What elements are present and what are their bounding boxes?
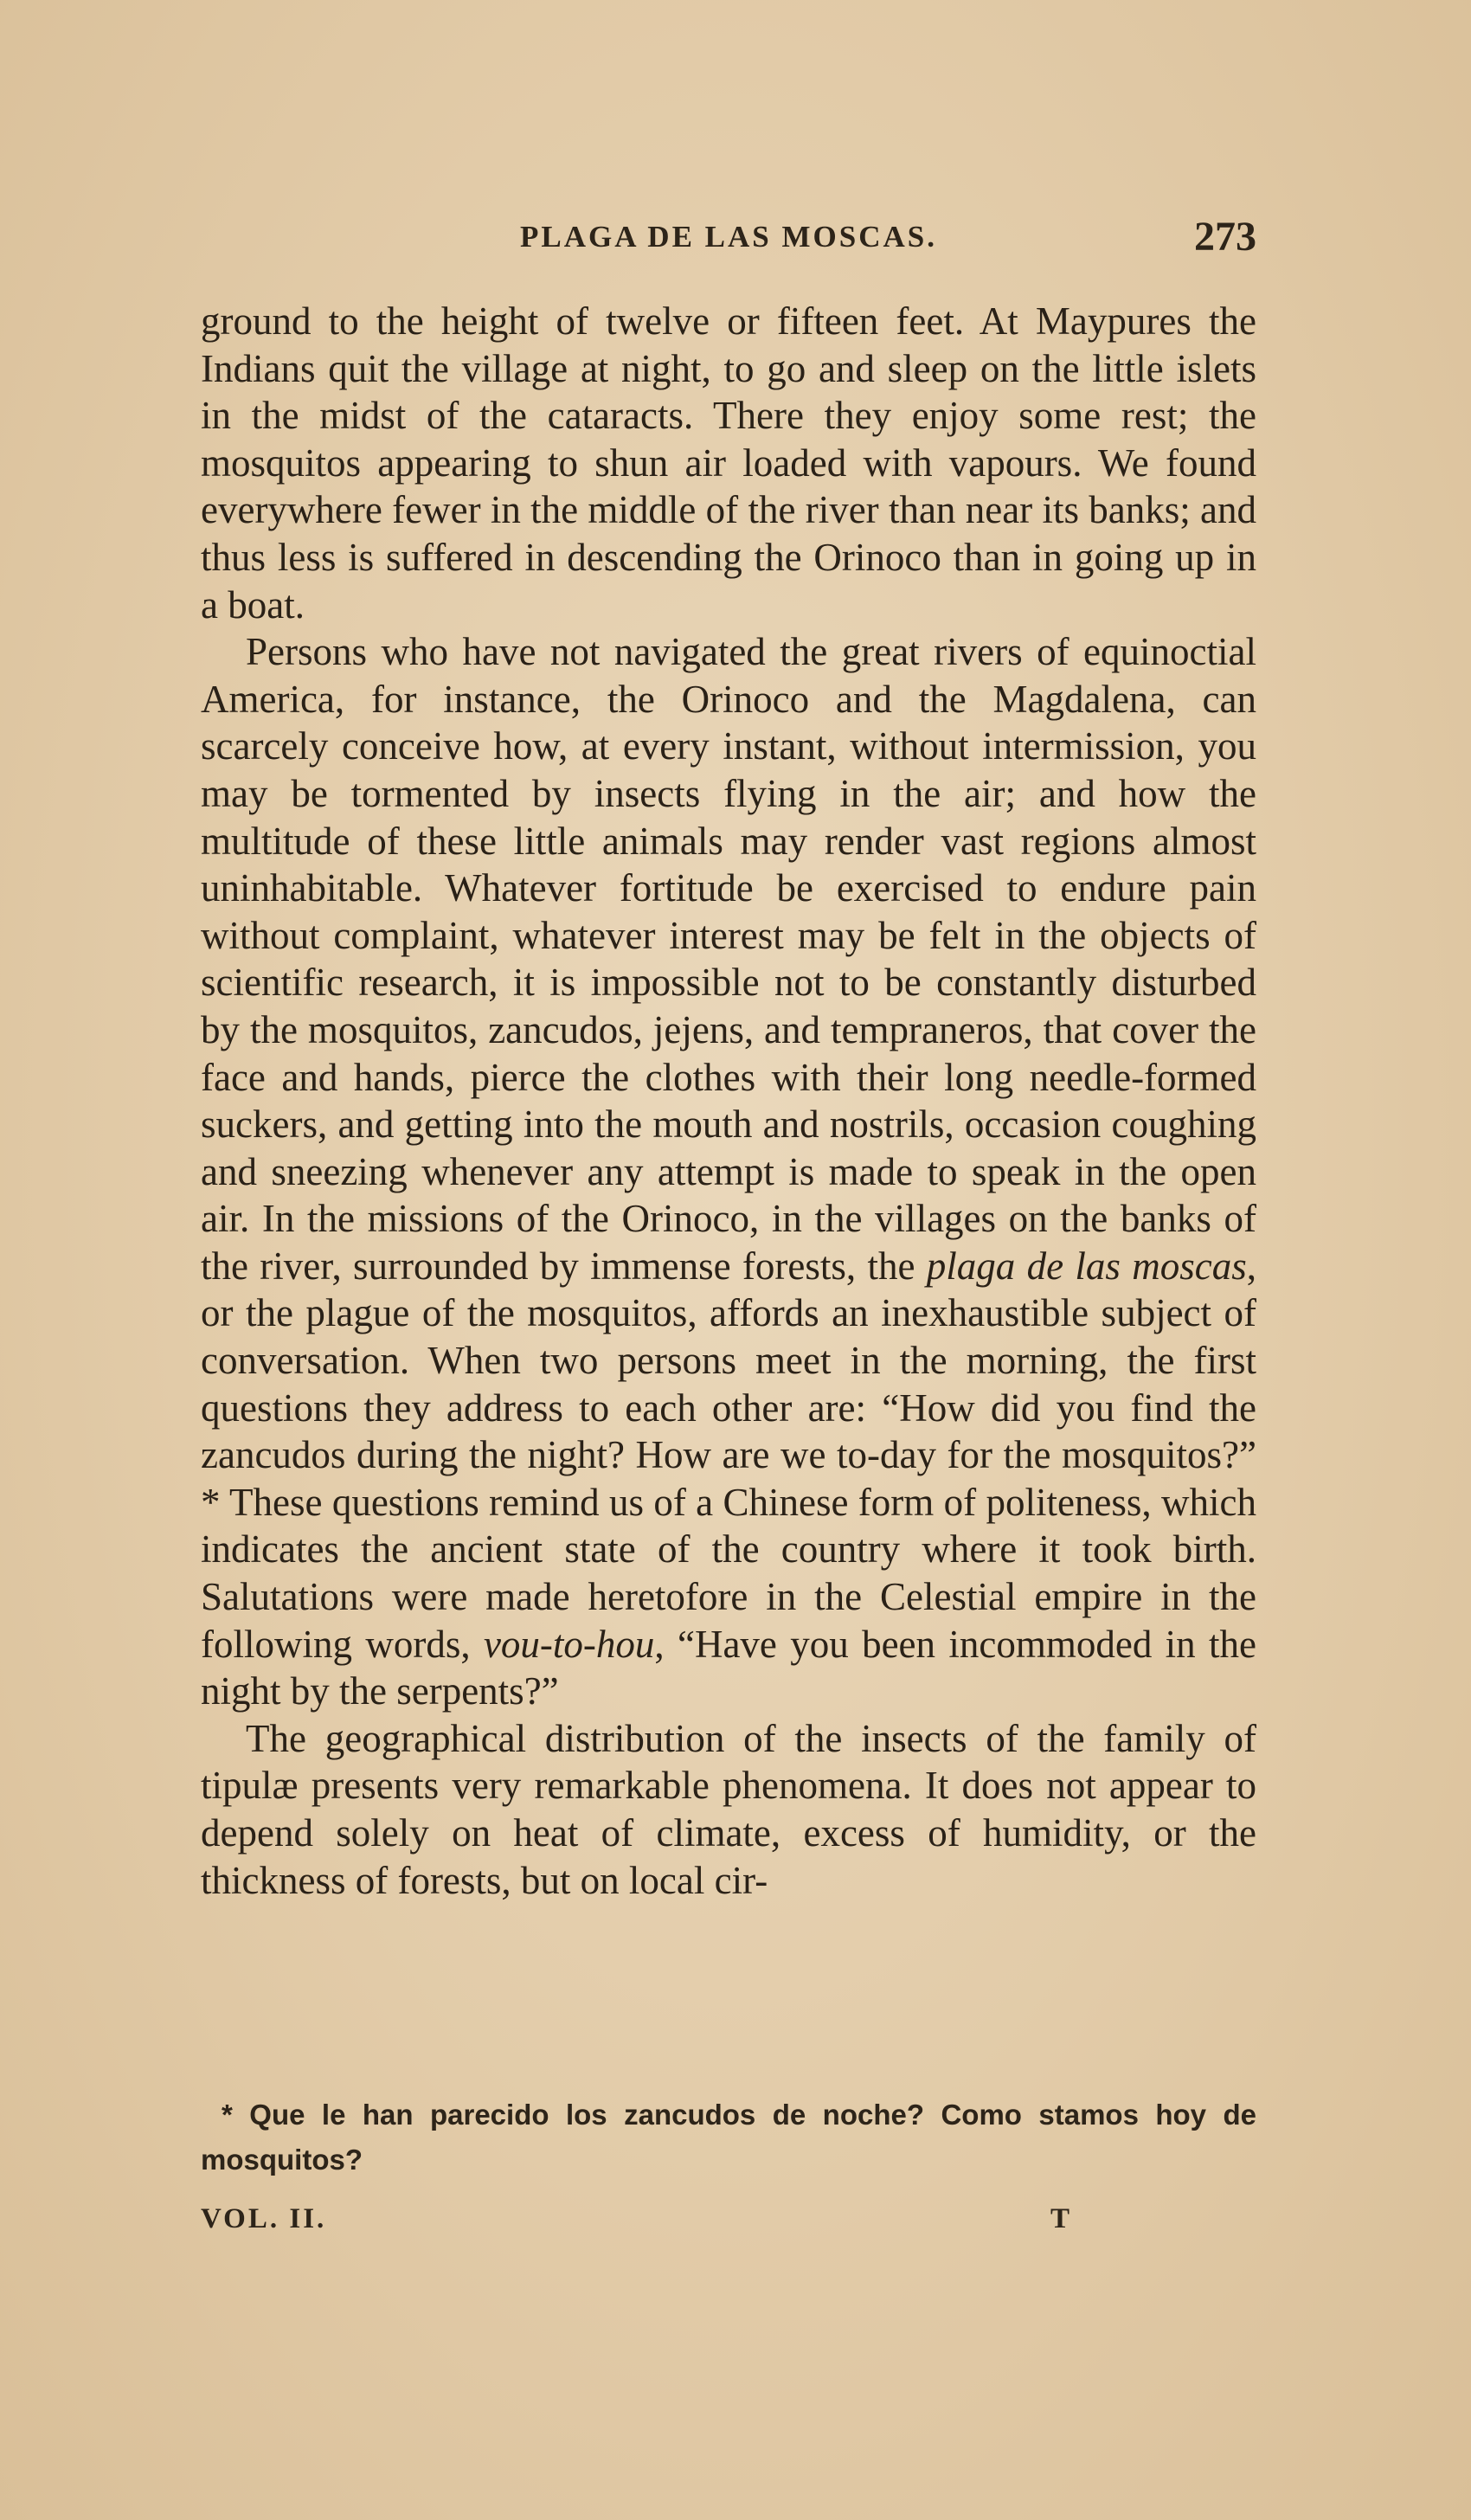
paragraph-3 [201,1715,1256,1904]
running-title: PLAGA DE LAS MOSCAS. [519,220,938,254]
paragraph-2-text-a: Persons who have not navigated the great rivers of equinoctial America, for instance, the Orinoco and the Magdalena, can scarcely conceive how, at every instant, without intermission, you may be tormented by insects flying in the air; and how the multitude of these little animals may render vast regions almost uninhabitable. Whatever fortitude be exercised to endure pain without complaint, whatever interest may be felt in the objects of scientific research, it is impossible not to be constantly disturbed by the mosquitos, zancudos, jejens, and tempraneros, that cover the face and hands, pierce the clothes with their long needle-formed suckers, and getting into the mouth and nostrils, occasion coughing and sneezing whenever any attempt is made to speak in the open air. In the missions of the Orinoco, in the villages on the banks of the river, surrounded by immense forests, the [201,630,1256,1288]
paragraph-1 [201,298,1256,628]
paragraph-3-text: The geographical distribution of the insects of the family of tipulæ presents very remarkable phenomena. It does not appear to depend solely on heat of climate, excess of humidity, or the thickness of forests, but on local cir- [201,1716,1256,1902]
paragraph-2 [201,628,1256,1715]
italic-vou-to-hou: vou-to-hou [483,1622,655,1666]
signature-mark: T [1050,2203,1070,2234]
footnote: * Que le han parecido los zancudos de noche? Como stamos hoy de mosquitos? [201,2099,1256,2176]
volume-label: VOL. II. [201,2203,327,2234]
signature-line [201,2203,1256,2247]
paragraph-2-text-b: , or the plague of the mosquitos, affords an inexhaustible subject of conversation. When two persons meet in the morning, the first questions they address to each other are: “How did you find the zancudos during the night? How are we to-day for the mosquitos?” * These questions remind us of a Chinese form of politeness, which indicates the ancient state of the country where it took birth. Salutations were made heretofore in the Celestial empire in the following words, [201,1244,1256,1666]
body-text [201,298,1256,1904]
paragraph-1-text: ground to the height of twelve or fifteen feet. At Maypures the Indians quit the village at night, to go and sleep on the little islets in the midst of the cataracts. There they enjoy some rest; the mosquitos appearing to shun air loaded with vapours. We found everywhere fewer in the middle of the river than near its banks; and thus less is suffered in descending the Orinoco than in going up in a boat. [201,299,1256,627]
paragraph-2-text-c: , “Have you been incommoded in the night by the serpents?” [201,1622,1256,1713]
page-number: 273 [1194,214,1256,260]
italic-plaga-de-las-moscas: plaga de las moscas [926,1244,1247,1288]
page-header [201,213,1256,265]
